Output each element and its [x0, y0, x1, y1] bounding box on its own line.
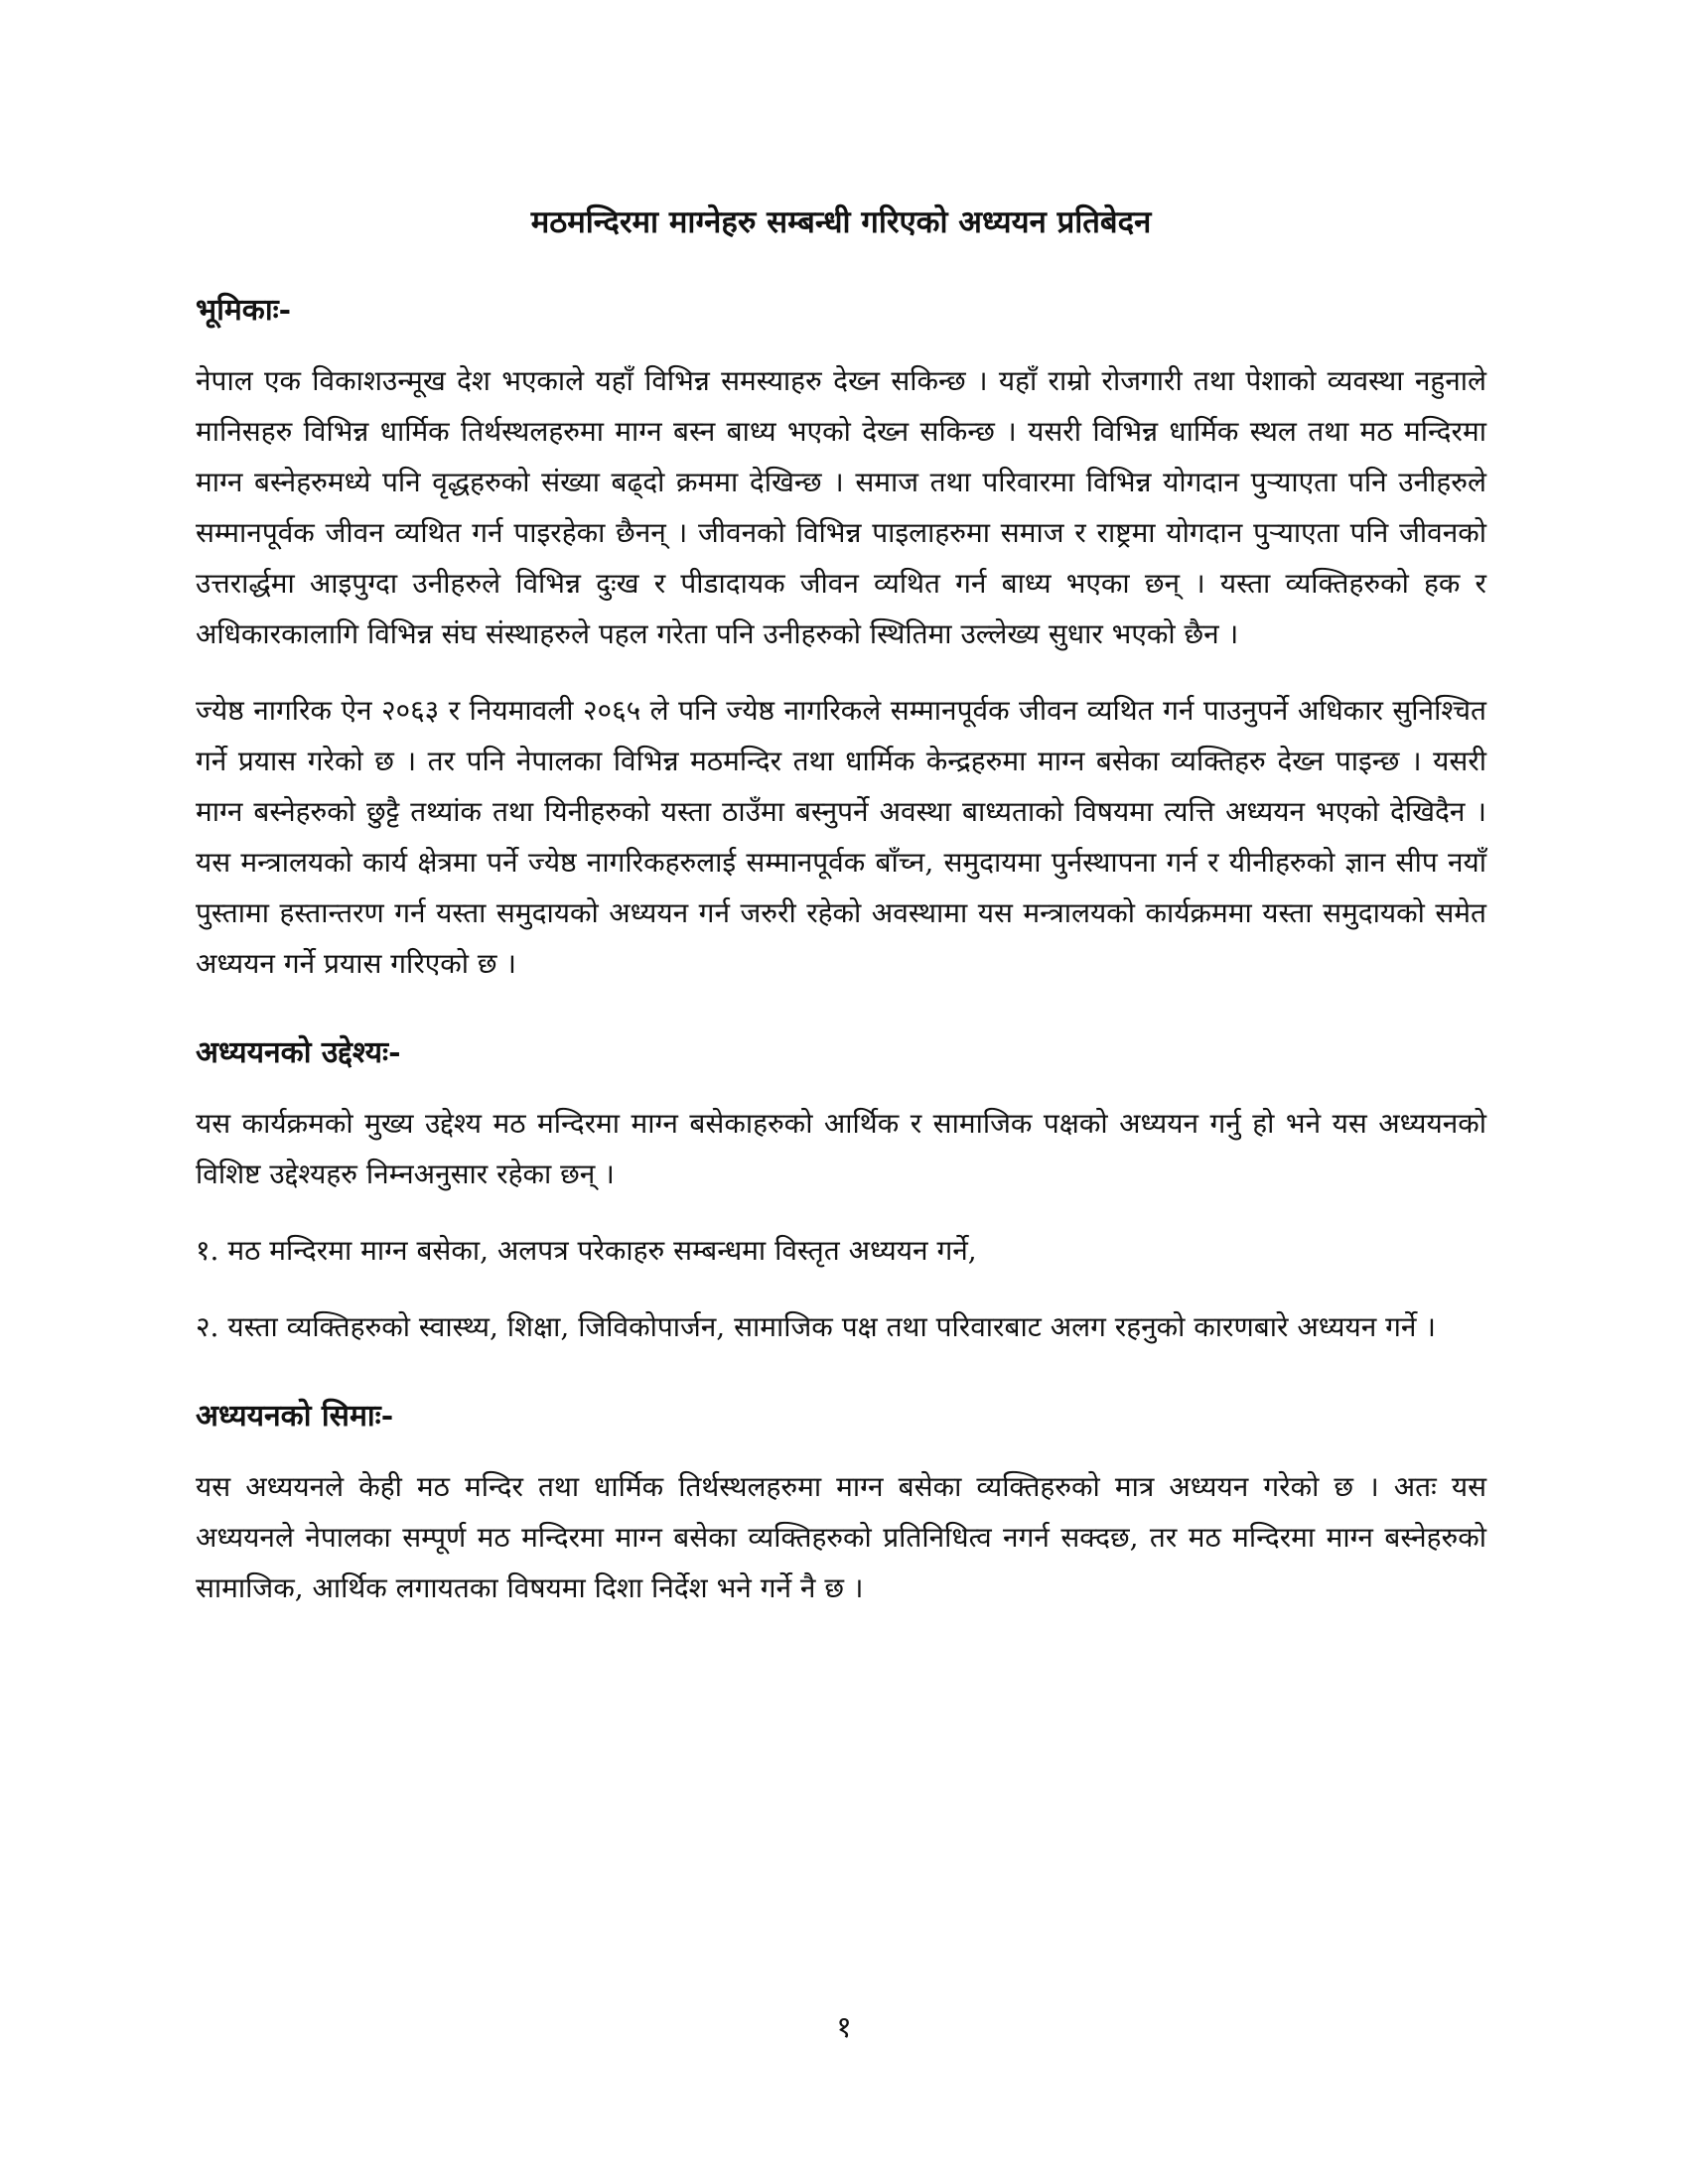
- paragraph: यस अध्ययनले केही मठ मन्दिर तथा धार्मिक तिर्थस्थलहरुमा माग्न बसेका व्यक्तिहरुको मात्र अध्ययन गरेको छ । अतः यस अध्ययनले नेपालका सम्पूर्ण मठ मन्दिरमा माग्न बसेका व्यक्तिहरुको प्रतिनिधित्व नगर्न सक्दछ, तर मठ मन्दिरमा माग्न बस्नेहरुको सामाजिक, आर्थिक लगायतका विषयमा दिशा निर्देश भने गर्ने नै छ ।: [196, 1470, 1486, 1604]
- section-objectives: [196, 1028, 1486, 1352]
- paragraph: ज्येष्ठ नागरिक ऐन २०६३ र नियमावली २०६५ ले पनि ज्येष्ठ नागरिकले सम्मानपूर्वक जीवन व्यथित गर्न पाउनुपर्ने अधिकार सुनिश्चित गर्ने प्रयास गरेको छ । तर पनि नेपालका विभिन्न मठमन्दिर तथा धार्मिक केन्द्रहरुमा माग्न बसेका व्यक्तिहरु देख्न पाइन्छ । यसरी माग्न बस्नेहरुको छुट्टै तथ्यांक तथा यिनीहरुको यस्ता ठाउँमा बस्नुपर्ने अवस्था बाध्यताको विषयमा त्यत्ति अध्ययन भएको देखिदैन । यस मन्त्रालयको कार्य क्षेत्रमा पर्ने ज्येष्ठ नागरिकहरुलाई सम्मानपूर्वक बाँच्न, समुदायमा पुर्नस्थापना गर्न र यीनीहरुको ज्ञान सीप नयाँ पुस्तामा हस्तान्तरण गर्न यस्ता समुदायको अध्ययन गर्न जरुरी रहेको अवस्थामा यस मन्त्रालयको कार्यक्रममा यस्ता समुदायको समेत अध्ययन गर्ने प्रयास गरिएको छ ।: [196, 694, 1486, 980]
- section-limitations: [196, 1392, 1486, 1613]
- section-heading: अध्ययनको सिमाः-: [196, 1399, 394, 1433]
- document-title: मठमन्दिरमा माग्नेहरु सम्बन्धी गरिएको अध्ययन प्रतिबेदन: [530, 205, 1152, 240]
- section-introduction: [196, 286, 1486, 989]
- document-body: [196, 197, 1486, 1639]
- paragraph: यस कार्यक्रमको मुख्य उद्देश्य मठ मन्दिरमा माग्न बसेकाहरुको आर्थिक र सामाजिक पक्षको अध्ययन गर्नु हो भने यस अध्ययनको विशिष्ट उद्देश्यहरु निम्नअनुसार रहेका छन् ।: [196, 1107, 1486, 1190]
- paragraph: नेपाल एक विकाशउन्मूख देश भएकाले यहाँ विभिन्न समस्याहरु देख्न सकिन्छ । यहाँ राम्रो रोजगारी तथा पेशाको व्यवस्था नहुनाले मानिसहरु विभिन्न धार्मिक तिर्थस्थलहरुमा माग्न बस्न बाध्य भएको देख्न सकिन्छ । यसरी विभिन्न धार्मिक स्थल तथा मठ मन्दिरमा माग्न बस्नेहरुमध्ये पनि वृद्धहरुको संख्या बढ्दो क्रममा देखिन्छ । समाज तथा परिवारमा विभिन्न योगदान पुऱ्याएता पनि उनीहरुले सम्मानपूर्वक जीवन व्यथित गर्न पाइरहेका छैनन् । जीवनको विभिन्न पाइलाहरुमा समाज र राष्ट्रमा योगदान पुऱ्याएता पनि जीवनको उत्तरार्द्धमा आइपुग्दा उनीहरुले विभिन्न दुःख र पीडादायक जीवन व्यथित गर्न बाध्य भएका छन् । यस्ता व्यक्तिहरुको हक र अधिकारकालागि विभिन्न संघ संस्थाहरुले पहल गरेता पनि उनीहरुको स्थितिमा उल्लेख्य सुधार भएको छैन ।: [196, 364, 1486, 650]
- list-item: १. मठ मन्दिरमा माग्न बसेका, अलपत्र परेकाहरु सम्बन्धमा विस्तृत अध्ययन गर्ने,: [196, 1234, 977, 1267]
- section-heading: भूमिकाः-: [196, 293, 292, 328]
- section-heading: अध्ययनको उद्देश्यः-: [196, 1035, 401, 1070]
- list-item: २. यस्ता व्यक्तिहरुको स्वास्थ्य, शिक्षा, जिविकोपार्जन, सामाजिक पक्ष तथा परिवारबाट अलग रहनुको कारणबारे अध्ययन गर्ने ।: [196, 1310, 1436, 1343]
- page-number: १: [836, 2010, 852, 2045]
